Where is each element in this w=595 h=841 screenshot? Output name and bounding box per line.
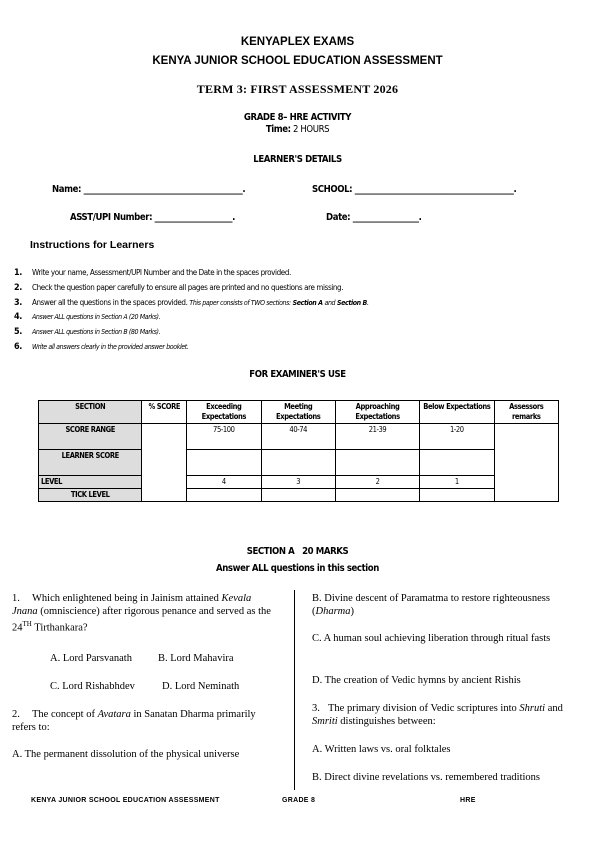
instructions-heading: Instructions for Learners <box>30 239 155 251</box>
col-header: Below Expectations <box>420 401 494 424</box>
col-header: SECTION <box>39 401 142 424</box>
tick-level-cell[interactable] <box>335 489 419 502</box>
q1-option-d[interactable]: D. Lord Neminath <box>162 681 240 692</box>
row-label: LEVEL <box>39 476 142 489</box>
name-field[interactable]: Name: _________________________________________. <box>52 184 246 195</box>
section-a-subtitle: Answer ALL questions in this section <box>216 563 379 574</box>
grade-subject: GRADE 8– HRE ACTIVITY <box>243 112 352 123</box>
time-label: Time: <box>265 124 291 135</box>
q2-option-c[interactable]: C. A human soul achieving liberation through ritual fasts <box>312 633 551 644</box>
examiner-table <box>38 400 559 502</box>
col-header: Assessors remarks <box>494 401 558 424</box>
row-label: SCORE RANGE <box>39 424 142 450</box>
table-cell: 1-20 <box>420 424 494 450</box>
instruction-item: 4. Answer ALL questions in Section A (20 Marks). <box>14 312 161 322</box>
learner-score-cell[interactable] <box>420 450 494 476</box>
table-header-row <box>39 401 559 424</box>
q1-option-a[interactable]: A. Lord Parsvanath <box>50 653 132 664</box>
table-cell: 40-74 <box>261 424 335 450</box>
question-3: 3. The primary division of Vedic scriptures into Shruti and Smriti distinguishes between: <box>312 703 563 727</box>
col-header: Exceeding Expectations <box>187 401 261 424</box>
table-row <box>39 450 559 476</box>
instruction-item: 3. Answer all the questions in the spaces provided. This paper consists of TWO sections: Section A and Section B. <box>14 298 369 308</box>
term-title: TERM 3: FIRST ASSESSMENT 2026 <box>196 82 399 96</box>
footer-right: HRE <box>460 797 476 804</box>
tick-level-cell[interactable] <box>420 489 494 502</box>
assessors-remarks-cell[interactable] <box>494 424 558 502</box>
question-1: 1. Which enlightened being in Jainism attained Kevala Jnana (omniscience) after rigorous penance and served as the 24TH Tirthankara? <box>12 593 271 634</box>
time-value: 2 HOURS <box>293 124 330 135</box>
asst-upi-field[interactable]: ASST/UPI Number: ____________________. <box>70 212 235 223</box>
table-cell: 1 <box>420 476 494 489</box>
col-header: % SCORE <box>142 401 187 424</box>
row-label: TICK LEVEL <box>39 489 142 502</box>
instruction-item: 1. Write your name, Assessment/UPI Number and the Date in the spaces provided. <box>14 268 291 278</box>
column-divider <box>294 590 295 790</box>
assessment-title: KENYA JUNIOR SCHOOL EDUCATION ASSESSMENT <box>152 55 443 67</box>
table-cell: 4 <box>187 476 261 489</box>
table-row <box>39 424 559 450</box>
q2-option-b[interactable]: B. Divine descent of Paramatma to restore righteousness (Dharma) <box>312 593 550 617</box>
learner-score-cell[interactable] <box>187 450 261 476</box>
examiner-use-title: FOR EXAMINER'S USE <box>249 369 346 380</box>
learner-score-cell[interactable] <box>261 450 335 476</box>
percent-score-cell[interactable] <box>142 424 187 502</box>
footer-left: KENYA JUNIOR SCHOOL EDUCATION ASSESSMENT <box>31 797 220 804</box>
q3-option-b[interactable]: B. Direct divine revelations vs. remembered traditions <box>312 772 541 783</box>
row-label: LEARNER SCORE <box>39 450 142 476</box>
section-a-title: SECTION A 20 MARKS <box>246 546 349 557</box>
table-cell: 3 <box>261 476 335 489</box>
table-row <box>39 476 559 489</box>
q1-option-c[interactable]: C. Lord Rishabhdev <box>50 681 135 692</box>
q2-option-a[interactable]: A. The permanent dissolution of the physical universe <box>12 749 240 760</box>
footer-middle: GRADE 8 <box>282 797 316 804</box>
school-field[interactable]: SCHOOL: _________________________________________. <box>312 184 517 195</box>
q2-option-d[interactable]: D. The creation of Vedic hymns by ancient Rishis <box>312 675 521 686</box>
table-row <box>39 489 559 502</box>
col-header: Approaching Expectations <box>335 401 419 424</box>
table-cell: 21-39 <box>335 424 419 450</box>
table-cell: 75-100 <box>187 424 261 450</box>
tick-level-cell[interactable] <box>261 489 335 502</box>
date-field[interactable]: Date: _________________. <box>326 212 422 223</box>
q3-option-a[interactable]: A. Written laws vs. oral folktales <box>312 744 451 755</box>
q1-option-b[interactable]: B. Lord Mahavira <box>158 653 234 664</box>
instruction-item: 2. Check the question paper carefully to ensure all pages are printed and no questions are missing. <box>14 283 344 293</box>
time-line <box>0 124 595 135</box>
question-2: 2. The concept of Avatara in Sanatan Dharma primarily refers to: <box>12 709 256 733</box>
tick-level-cell[interactable] <box>187 489 261 502</box>
table-cell: 2 <box>335 476 419 489</box>
learner-score-cell[interactable] <box>335 450 419 476</box>
col-header: Meeting Expectations <box>261 401 335 424</box>
learner-details-heading: LEARNER'S DETAILS <box>253 154 342 165</box>
instruction-item: 6. Write all answers clearly in the provided answer booklet. <box>14 342 189 352</box>
instruction-item: 5. Answer ALL questions in Section B (80 Marks). <box>14 327 161 337</box>
exam-body-title: KENYAPLEX EXAMS <box>240 36 355 48</box>
